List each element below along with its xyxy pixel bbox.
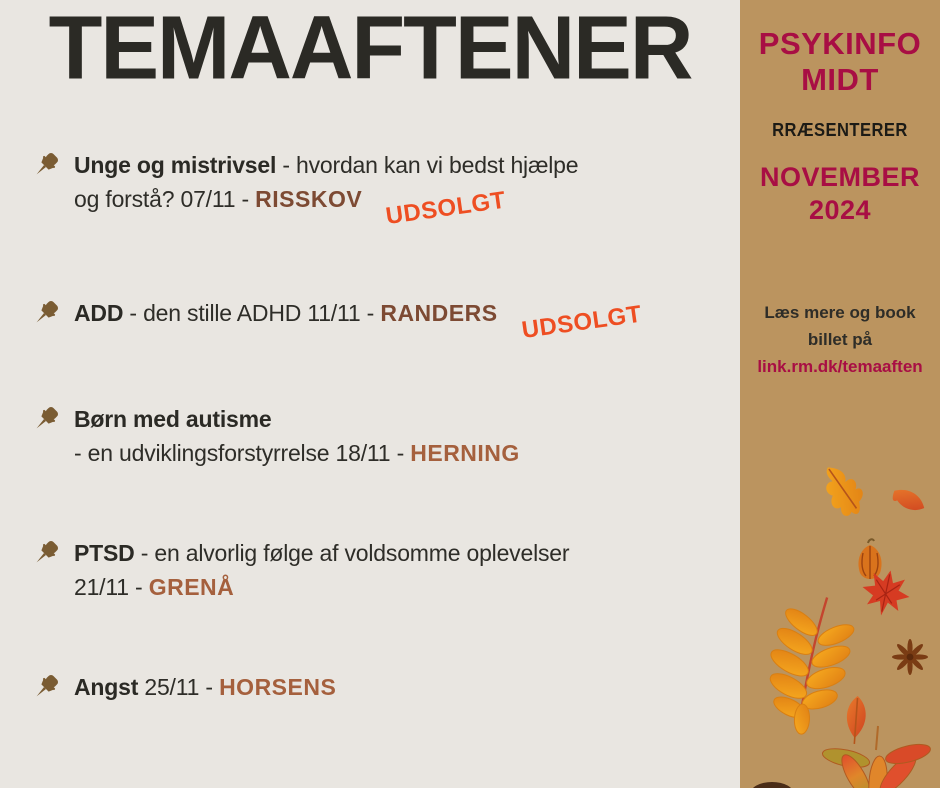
booking-link[interactable]: link.rm.dk/temaaften [757, 357, 923, 376]
event-item [28, 536, 718, 604]
event-venue: RANDERS [380, 300, 498, 326]
pushpin-icon [28, 671, 62, 705]
cta-text [740, 299, 940, 353]
physalis-icon [858, 539, 881, 579]
brand-line1: PSYKINFO [758, 26, 922, 61]
star-anise-icon [892, 639, 928, 675]
presents-label: RRÆSENTERER [772, 120, 908, 140]
event-text: og forstå? 07/11 - [74, 186, 256, 212]
event-title: Angst [74, 674, 139, 700]
pushpin-icon [28, 403, 62, 437]
cta-line2: billet på [807, 330, 873, 349]
pushpin-icon [28, 297, 62, 331]
event-venue: HORSENS [219, 674, 337, 700]
event-text: - en udviklingsforstyrrelse 18/11 - [74, 440, 411, 466]
event-venue: HERNING [410, 440, 520, 466]
event-text: 25/11 - [138, 674, 220, 700]
event-text-block [74, 296, 644, 345]
event-venue: RISSKOV [255, 186, 363, 212]
event-text-block [74, 536, 569, 604]
rowan-leaf-icon [757, 590, 861, 740]
event-title: Unge og mistrivsel [74, 152, 277, 178]
autumn-leaves-decoration [740, 430, 940, 788]
month-label [740, 161, 940, 227]
event-item [28, 670, 718, 705]
event-venue: GRENÅ [148, 574, 235, 600]
event-text-block [74, 402, 520, 470]
event-item [28, 148, 718, 231]
brand-title [740, 26, 940, 98]
event-text: - den stille ADHD 11/11 - [123, 300, 381, 326]
event-title: Børn med autisme [74, 406, 272, 432]
soldout-badge: UDSOLGT [384, 186, 508, 231]
small-leaf-icon [890, 486, 928, 514]
chestnut-icon [750, 782, 794, 788]
event-text: - en alvorlig følge af voldsomme oplevelser [134, 540, 570, 566]
orange-leaf-icon [845, 695, 867, 744]
creeper-leaf-icon [821, 726, 932, 788]
month-line2: 2024 [808, 195, 872, 225]
event-text-block [74, 670, 336, 704]
cta-line1: Læs mere og book [764, 303, 916, 322]
event-text-block [74, 148, 579, 231]
pushpin-icon [28, 537, 62, 571]
brand-line2: MIDT [801, 62, 879, 97]
event-item [28, 402, 718, 470]
pushpin-icon [28, 149, 62, 183]
sidebar [740, 0, 940, 788]
event-title: PTSD [74, 540, 135, 566]
event-text: - hvordan kan vi bedst hjælpe [276, 152, 579, 178]
event-title: ADD [74, 300, 124, 326]
month-line1: NOVEMBER [759, 162, 920, 192]
event-text: 21/11 - [74, 574, 149, 600]
page-title: TEMAAFTENER [48, 0, 692, 99]
oak-leaf-icon [813, 459, 871, 523]
soldout-badge: UDSOLGT [519, 300, 644, 345]
event-item [28, 296, 718, 345]
